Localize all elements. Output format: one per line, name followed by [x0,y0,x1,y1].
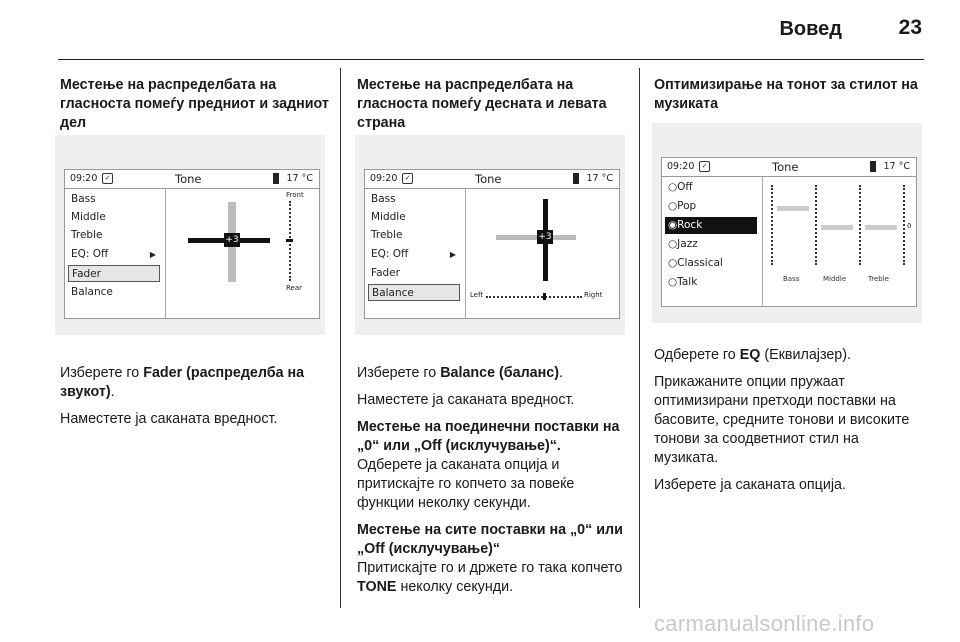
eq-band-level-middle [821,225,853,230]
tone-button-name: TONE [357,579,397,595]
status-bar [65,170,319,189]
menu-item-treble[interactable]: Treble [71,229,103,241]
balance-value-marker: +3 [538,232,552,242]
display-screen [64,169,320,319]
eq-caption [654,346,926,495]
eq-band-label-bass: Bass [783,275,800,283]
column-balance [357,76,632,133]
header-rule [58,59,924,60]
clock: 09:20 [667,161,695,172]
eq-screenshot [652,123,922,323]
eq-option-label: Pop [677,200,697,212]
balance-scale-marker [543,293,546,300]
fader-scale-marker [286,239,293,242]
temperature: 17 °C [883,161,910,172]
arrow-right-icon: ▶ [449,250,456,259]
reset-single-heading: Местење на поединечни поставки на „0“ или „Off (исклучување)“. [357,419,620,454]
fader-adjust: Наместете ја саканата вредност. [60,411,278,427]
text-post: . [110,384,115,400]
eq-heading: Оптимизирање на тонот за стилот на музиката [654,77,918,112]
radio-icon: ○ [668,238,678,250]
menu-item-fader[interactable]: Fader [68,265,160,282]
eq-band-label-middle: Middle [823,275,847,283]
menu-item-fader[interactable]: Fader [371,267,400,279]
arrow-right-icon: ▶ [149,250,156,259]
source-icon: ✓ [402,173,413,184]
menu-item-eq[interactable] [68,246,160,263]
eq-option-pop[interactable] [665,198,757,215]
fader-caption [60,364,330,429]
temperature: 17 °C [586,173,613,184]
radio-icon: ○ [668,276,678,288]
eq-band-level-bass [777,206,809,211]
watermark: carmanualsonline.info [654,611,875,636]
thermometer-icon [573,173,579,184]
balance-dot-scale [486,296,582,298]
front-label: Front [286,191,304,199]
right-label: Right [584,291,603,299]
radio-icon: ○ [668,257,678,269]
display-screen [661,157,917,307]
text-pre: Одберете го [654,347,740,363]
fader-instruction [60,364,330,402]
eq-option-classical[interactable] [665,255,757,272]
column-divider-2 [639,68,640,608]
balance-option-name: Balance (баланс) [440,365,559,381]
menu-item-eq-label: EQ: Off [371,248,409,260]
fader-screenshot [55,135,325,335]
source-icon: ✓ [699,161,710,172]
eq-option-label: Jazz [677,238,698,250]
reset-all-text [357,559,632,597]
eq-option-off[interactable] [665,179,757,196]
balance-caption [357,364,632,597]
text-post: . [558,365,563,381]
page-number: 23 [898,16,922,39]
tone-menu [65,189,166,318]
eq-zero-label: 0 [907,222,912,230]
eq-option-label: Classical [677,257,723,269]
menu-item-bass[interactable]: Bass [371,193,396,205]
eq-description: Прикажаните опции пружаат оптимизирани претходи поставки на басовите, средните тонови и високите тонови за соодветниот стил на музиката. [654,374,910,466]
column-eq [654,76,924,114]
fader-value-marker: +3 [225,235,239,245]
thermometer-icon [273,173,279,184]
fader-option-name: Fader (распределба на звукот) [60,365,305,400]
screen-title: Tone [175,172,202,186]
thermometer-icon [870,161,876,172]
eq-option-rock[interactable] [665,217,757,234]
eq-option-name: EQ [739,347,761,363]
text-post: (Еквилајзер). [760,347,851,363]
display-screen [364,169,620,319]
text-pre: Изберете го [60,365,144,381]
fader-graphic [168,189,318,317]
menu-item-middle[interactable]: Middle [71,211,106,223]
tone-menu [365,189,466,318]
eq-option-label: Rock [677,219,703,231]
eq-dot-scale [815,185,817,265]
temperature: 17 °C [286,173,313,184]
fader-heading: Местење на распределбата на гласноста помеѓу предниот и задниот дел [60,77,329,131]
eq-dot-scale [903,185,905,265]
column-divider-1 [340,68,341,608]
balance-adjust: Наместете ја саканата вредност. [357,392,575,408]
menu-item-balance[interactable]: Balance [368,284,460,301]
clock: 09:20 [370,173,398,184]
eq-option-list [662,177,763,306]
left-label: Left [470,291,484,299]
balance-screenshot [355,135,625,335]
menu-item-balance[interactable]: Balance [71,286,113,298]
reset-all-heading: Местење на сите поставки на „0“ или „Off (исклучување)“ [357,522,623,557]
eq-dot-scale [771,185,773,265]
page-header-title: Вовед [779,18,842,40]
eq-option-jazz[interactable] [665,236,757,253]
clock: 09:20 [70,173,98,184]
source-icon: ✓ [102,173,113,184]
eq-option-talk[interactable] [665,274,757,291]
menu-item-bass[interactable]: Bass [71,193,96,205]
eq-instruction [654,346,926,365]
eq-select: Изберете ја саканата опција. [654,477,846,493]
eq-option-label: Talk [677,276,698,288]
column-fader [60,76,332,133]
screen-title: Tone [475,172,502,186]
status-bar [365,170,619,189]
reset-single-text: Одберете ја саканата опција и притискајте го копчето за повеќе функции неколку секунди. [357,457,575,511]
radio-selected-icon: ◉ [668,219,678,231]
menu-item-eq[interactable] [368,246,460,263]
radio-icon: ○ [668,200,678,212]
status-bar [662,158,916,177]
balance-instruction [357,364,632,383]
rear-label: Rear [286,284,303,292]
text-pre: Изберете го [357,365,441,381]
eq-dot-scale [859,185,861,265]
menu-item-eq-label: EQ: Off [71,248,109,260]
menu-item-middle[interactable]: Middle [371,211,406,223]
text-pre: Притискајте го и држете го така копчето [357,560,623,576]
balance-heading: Местење на распределбата на гласноста помеѓу десната и левата страна [357,77,607,131]
menu-item-treble[interactable]: Treble [371,229,403,241]
balance-graphic [468,189,618,317]
eq-bands-graphic [765,177,915,305]
radio-icon: ○ [668,181,678,193]
text-post: неколку секунди. [396,579,514,595]
eq-band-level-treble [865,225,897,230]
eq-option-label: Off [677,181,693,193]
eq-band-label-treble: Treble [868,275,889,283]
screen-title: Tone [772,160,799,174]
